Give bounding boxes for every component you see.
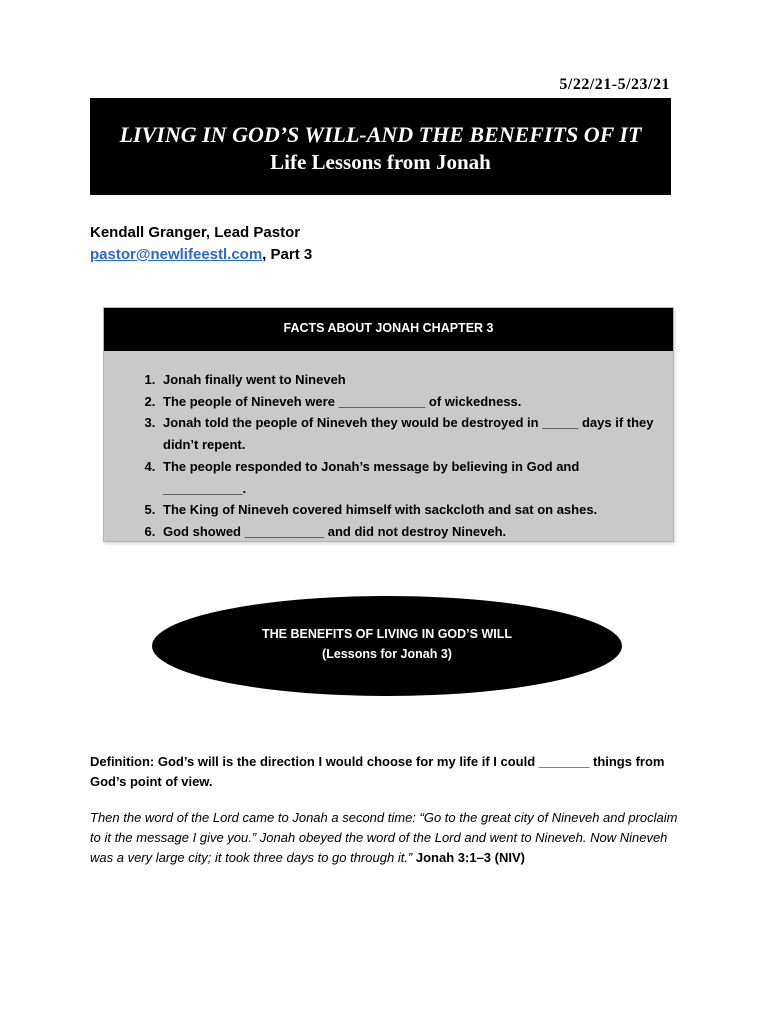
benefits-subheading: (Lessons for Jonah 3) [322,647,452,661]
list-item: 3. Jonah told the people of Nineveh they would be destroyed in _____ days if they didn’t repent. [159,412,661,455]
facts-box [103,307,674,542]
author-block [90,222,312,266]
list-item: 2. The people of Nineveh were ____________ of wickedness. [159,391,661,413]
author-contact-line [90,244,312,266]
benefits-heading: THE BENEFITS OF LIVING IN GOD’S WILL [262,627,512,641]
sermon-title: LIVING IN GOD’S WILL-AND THE BENEFITS OF IT [119,122,642,147]
facts-heading: FACTS ABOUT JONAH CHAPTER 3 [104,308,673,351]
list-item: 1. Jonah finally went to Nineveh [159,369,661,391]
definition-text: Definition: God’s will is the direction I would choose for my life if I could _______ things from God’s point of view. [90,754,665,789]
author-name: Kendall Granger, Lead Pastor [90,224,301,241]
list-item: 4. The people responded to Jonah’s message by believing in God and ___________. [159,456,661,499]
scripture-quote [90,808,682,868]
facts-list [104,369,673,543]
quote-text: Then the word of the Lord came to Jonah a second time: “Go to the great city of Nineveh and proclaim to it the message I give you.” Jonah obeyed the word of the Lord and went to Nineveh. Now Nineveh was a very large city; it took three days to go through it.” [90,810,678,865]
sermon-subtitle: Life Lessons from Jonah [270,150,491,174]
quote-reference: Jonah 3:1–3 (NIV) [415,850,525,865]
date-range: 5/22/21-5/23/21 [559,76,670,93]
email-link[interactable]: pastor@newlifeestl.com [90,246,263,263]
list-item: 6. God showed ___________ and did not destroy Nineveh. [159,521,661,543]
list-item: 5. The King of Nineveh covered himself with sackcloth and sat on ashes. [159,499,661,521]
benefits-ellipse [152,596,622,696]
part-label: , Part 3 [262,246,313,263]
title-banner [90,98,671,195]
